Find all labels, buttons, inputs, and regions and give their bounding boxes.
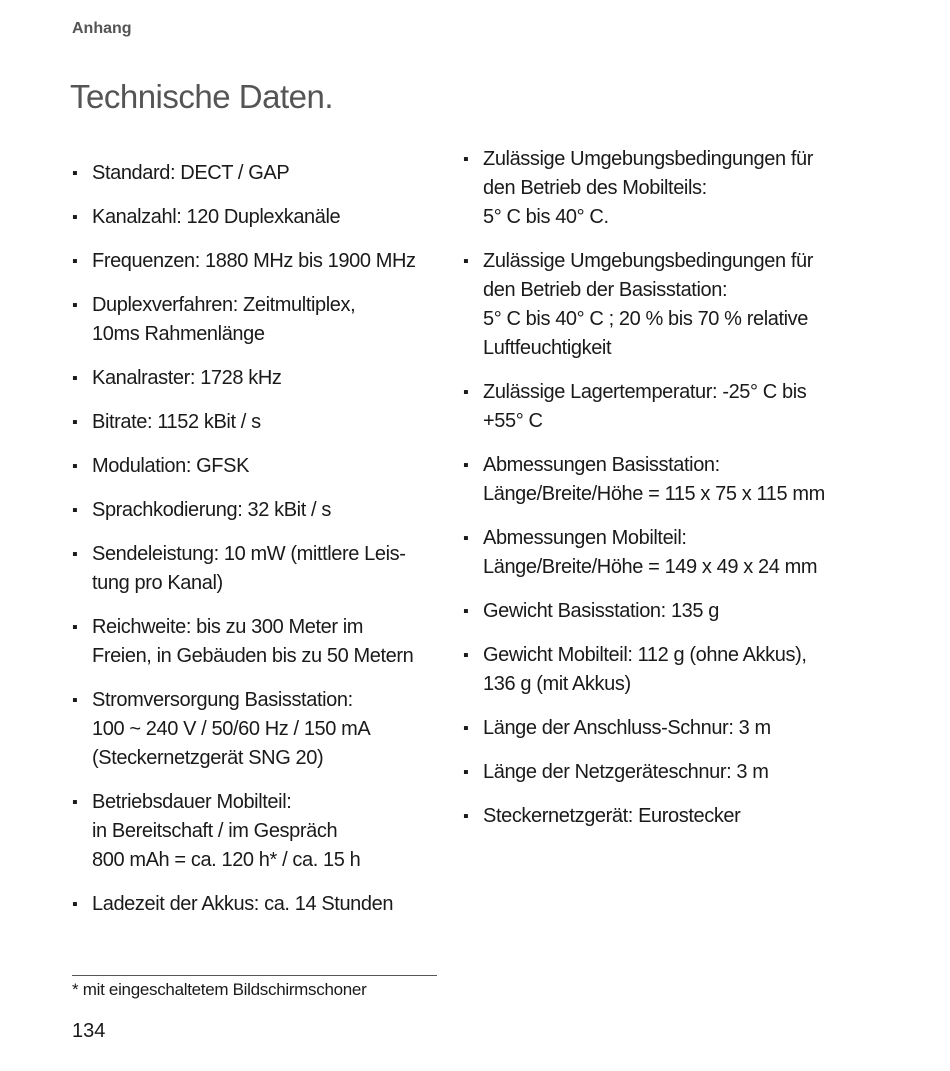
spec-item — [72, 291, 447, 349]
spec-list-left — [72, 159, 447, 934]
bullet-icon: ▪ — [72, 165, 78, 182]
spec-line: Betriebsdauer Mobilteil: — [92, 791, 292, 813]
bullet-icon: ▪ — [72, 297, 78, 314]
spec-line: den Betrieb des Mobilteils: — [483, 177, 707, 199]
bullet-icon: ▪ — [463, 808, 469, 825]
spec-item — [72, 613, 447, 671]
spec-item — [72, 203, 447, 232]
spec-line: Luftfeuchtigkeit — [483, 337, 612, 359]
spec-line: Ladezeit der Akkus: ca. 14 Stunden — [92, 893, 394, 915]
spec-line: Länge der Anschluss-Schnur: 3 m — [483, 717, 771, 739]
bullet-icon: ▪ — [463, 530, 469, 547]
spec-item — [72, 890, 447, 919]
footnote-divider — [72, 975, 437, 976]
page-number: 134 — [72, 1020, 106, 1042]
bullet-icon: ▪ — [72, 253, 78, 270]
spec-line: Duplexverfahren: Zeitmultiplex, — [92, 294, 356, 316]
spec-line: 800 mAh = ca. 120 h* / ca. 15 h — [92, 849, 361, 871]
spec-line: Frequenzen: 1880 MHz bis 1900 MHz — [92, 250, 416, 272]
spec-line: 5° C bis 40° C. — [483, 206, 609, 228]
spec-line: Zulässige Umgebungsbedingungen für — [483, 250, 813, 272]
spec-item — [72, 540, 447, 598]
bullet-icon: ▪ — [463, 457, 469, 474]
bullet-icon: ▪ — [72, 370, 78, 387]
bullet-icon: ▪ — [463, 647, 469, 664]
spec-line: Kanalzahl: 120 Duplexkanäle — [92, 206, 341, 228]
spec-line: (Steckernetzgerät SNG 20) — [92, 747, 324, 769]
spec-line: den Betrieb der Basisstation: — [483, 279, 728, 301]
bullet-icon: ▪ — [463, 720, 469, 737]
spec-item — [463, 247, 883, 363]
spec-line: Zulässige Lagertemperatur: -25° C bis — [483, 381, 807, 403]
bullet-icon: ▪ — [72, 458, 78, 475]
bullet-icon: ▪ — [72, 896, 78, 913]
spec-item — [463, 714, 883, 743]
spec-item — [463, 802, 883, 831]
bullet-icon: ▪ — [72, 414, 78, 431]
spec-list-right — [463, 145, 883, 846]
spec-line: 10ms Rahmenlänge — [92, 323, 265, 345]
spec-line: Reichweite: bis zu 300 Meter im — [92, 616, 364, 638]
spec-line: +55° C — [483, 410, 543, 432]
spec-line: Sendeleistung: 10 mW (mittlere Leis- — [92, 543, 406, 565]
bullet-icon: ▪ — [463, 384, 469, 401]
spec-line: Sprachkodierung: 32 kBit / s — [92, 499, 331, 521]
page-title: Technische Daten. — [70, 78, 333, 115]
bullet-icon: ▪ — [463, 603, 469, 620]
bullet-icon: ▪ — [72, 546, 78, 563]
spec-item — [463, 451, 883, 509]
spec-item — [463, 145, 883, 232]
spec-line: Freien, in Gebäuden bis zu 50 Metern — [92, 645, 414, 667]
spec-line: tung pro Kanal) — [92, 572, 223, 594]
section-label: Anhang — [72, 20, 132, 37]
spec-item — [463, 641, 883, 699]
bullet-icon: ▪ — [72, 209, 78, 226]
spec-line: in Bereitschaft / im Gespräch — [92, 820, 338, 842]
spec-line: Abmessungen Basisstation: — [483, 454, 720, 476]
spec-line: Länge der Netzgeräteschnur: 3 m — [483, 761, 769, 783]
bullet-icon: ▪ — [72, 794, 78, 811]
spec-line: Steckernetzgerät: Eurostecker — [483, 805, 741, 827]
bullet-icon: ▪ — [463, 151, 469, 168]
spec-line: Stromversorgung Basisstation: — [92, 689, 353, 711]
spec-line: Kanalraster: 1728 kHz — [92, 367, 282, 389]
spec-line: Gewicht Mobilteil: 112 g (ohne Akkus), — [483, 644, 807, 666]
spec-item — [72, 159, 447, 188]
spec-line: Gewicht Basisstation: 135 g — [483, 600, 719, 622]
spec-line: Länge/Breite/Höhe = 149 x 49 x 24 mm — [483, 556, 818, 578]
spec-line: 136 g (mit Akkus) — [483, 673, 631, 695]
spec-item — [72, 364, 447, 393]
spec-line: Länge/Breite/Höhe = 115 x 75 x 115 mm — [483, 483, 825, 505]
bullet-icon: ▪ — [72, 692, 78, 709]
bullet-icon: ▪ — [72, 619, 78, 636]
spec-item — [72, 247, 447, 276]
footnote: * mit eingeschaltetem Bildschirmschoner — [72, 980, 367, 999]
spec-item — [463, 378, 883, 436]
spec-item — [463, 597, 883, 626]
spec-line: Zulässige Umgebungsbedingungen für — [483, 148, 813, 170]
bullet-icon: ▪ — [463, 253, 469, 270]
spec-line: 100 ~ 240 V / 50/60 Hz / 150 mA — [92, 718, 371, 740]
bullet-icon: ▪ — [72, 502, 78, 519]
spec-item — [463, 524, 883, 582]
spec-line: Standard: DECT / GAP — [92, 162, 290, 184]
spec-item — [72, 788, 447, 875]
spec-item — [72, 686, 447, 773]
spec-item — [72, 452, 447, 481]
spec-line: Abmessungen Mobilteil: — [483, 527, 687, 549]
spec-item — [72, 408, 447, 437]
spec-line: Bitrate: 1152 kBit / s — [92, 411, 261, 433]
bullet-icon: ▪ — [463, 764, 469, 781]
spec-item — [72, 496, 447, 525]
spec-line: 5° C bis 40° C ; 20 % bis 70 % relative — [483, 308, 808, 330]
spec-line: Modulation: GFSK — [92, 455, 250, 477]
spec-item — [463, 758, 883, 787]
